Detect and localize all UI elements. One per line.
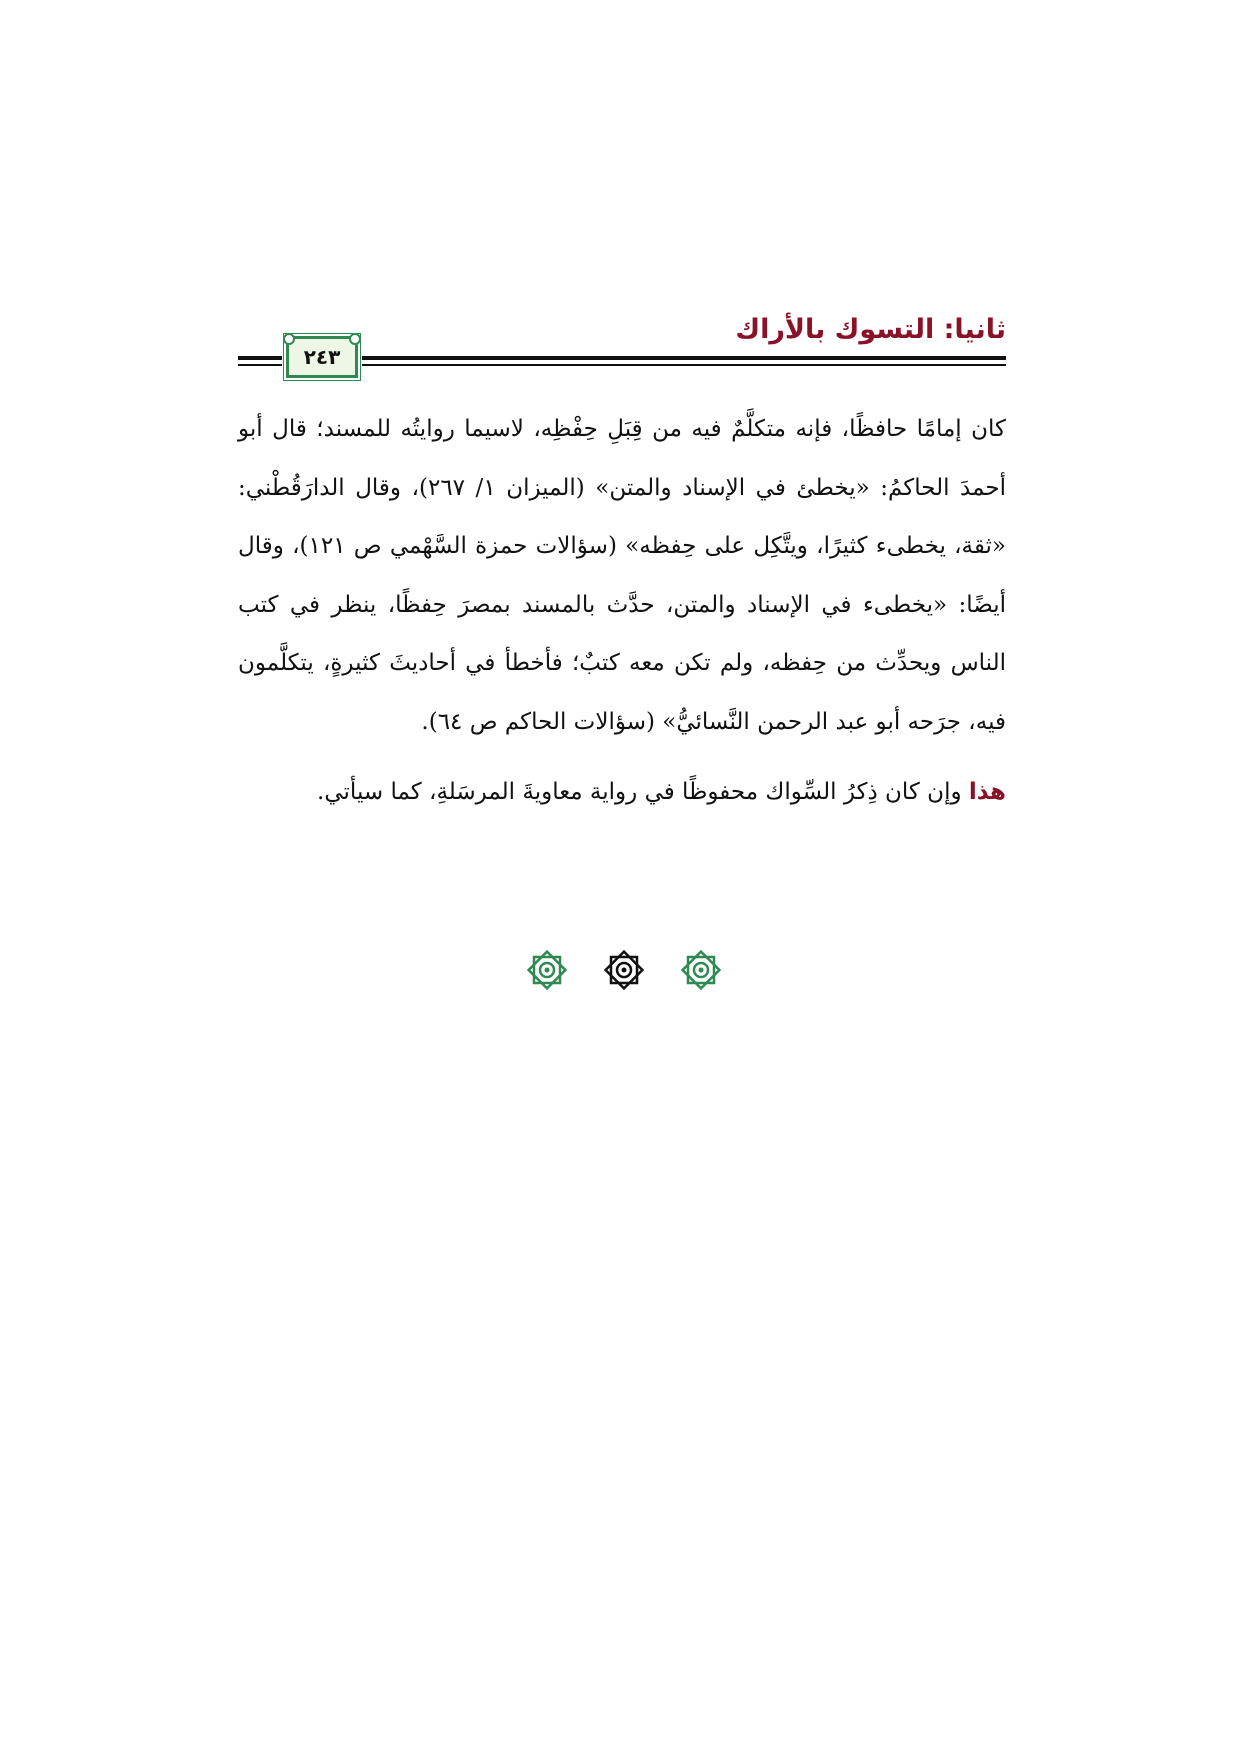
star-ornament-icon (678, 947, 724, 993)
body-text (238, 400, 1006, 822)
header-rule-right (362, 356, 1006, 366)
page-header (238, 314, 1006, 384)
paragraph-2 (238, 763, 1006, 822)
star-ornament-icon (601, 947, 647, 993)
star-ornament-icon (524, 947, 570, 993)
page-number: ٢٤٣ (286, 336, 358, 378)
header-rule-left (238, 356, 282, 366)
paragraph-1: كان إمامًا حافظًا، فإنه متكلَّمٌ فيه من قِبَلِ حِفْظِه، لاسيما روايتُه للمسند؛ قال أبو أحمدَ الحاكمُ: «يخطئ في الإسناد والمتن» (الميزان ١/ ٢٦٧)، وقال الدارَقُطْني: «ثقة، يخطىء كثيرًا، ويتَّكِل على حِفظه» (سؤالات حمزة السَّهْمي ص ١٢١)، وقال أيضًا: «يخطىء في الإسناد والمتن، حدَّث بالمسند بمصرَ حِفظًا، ينظر في كتب الناس ويحدِّث من حِفظه، ولم تكن معه كتبٌ؛ فأخطأ في أحاديثَ كثيرةٍ، يتكلَّمون فيه، جرَحه أبو عبد الرحمن النَّسائيُّ» (سؤالات الحاكم ص ٦٤). (238, 416, 1006, 735)
paragraph-2-lead: هذا (968, 779, 1006, 805)
section-end-ornaments (524, 946, 724, 994)
paragraph-2-rest: وإن كان ذِكرُ السِّواك محفوظًا في رواية معاويةَ المرسَلةِ، كما سيأتي. (317, 779, 969, 805)
chapter-title: ثانيا: التسوك بالأراك (735, 314, 1006, 345)
